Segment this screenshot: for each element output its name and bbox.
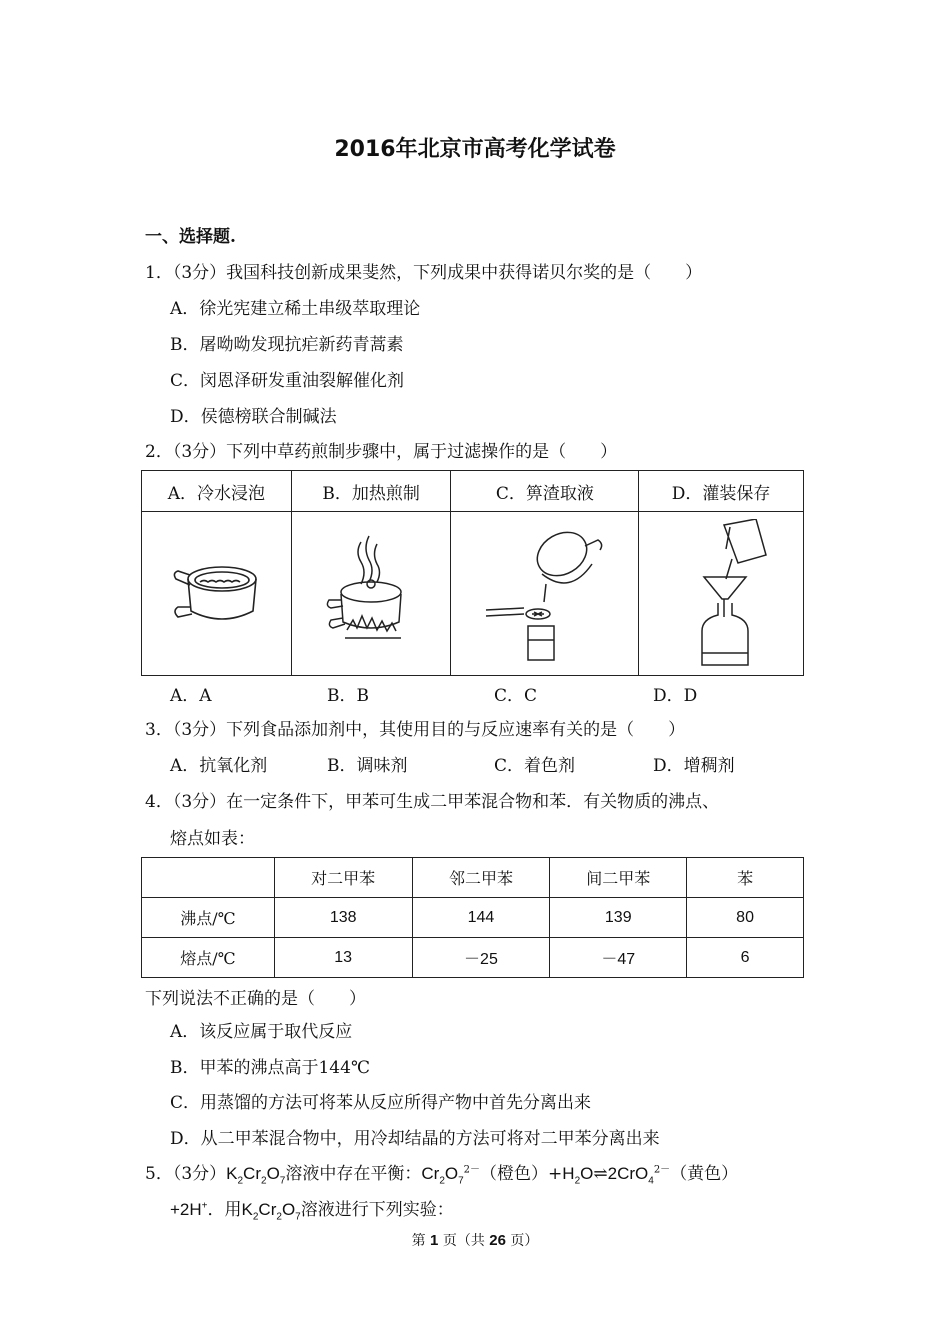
bottling-icon: [666, 519, 776, 669]
q4-row-label: 熔点/℃: [142, 938, 275, 978]
q1-stem: 1．（3分）我国科技创新成果斐然，下列成果中获得诺贝尔奖的是（ ）: [145, 263, 703, 283]
q3-option-b: B．调味剂: [327, 756, 408, 776]
q4-table: [141, 857, 804, 978]
q1-option-c: C．闵恩泽研发重油裂解催化剂: [170, 371, 405, 391]
page-total: 26: [489, 1232, 506, 1249]
q4-option-b: B．甲苯的沸点高于144℃: [170, 1058, 370, 1078]
q1-option-a: A．徐光宪建立稀土串级萃取理论: [170, 299, 421, 319]
q4-stem-line1: 4．（3分）在一定条件下，甲苯可生成二甲苯混合物和苯．有关物质的沸点、: [145, 792, 720, 812]
q5-stem-line2: +2H+．用$K_2Cr_2O_7$溶液进行下列实验：: [170, 1200, 454, 1223]
q1-option-b: B．屠呦呦发现抗疟新药青蒿素: [170, 335, 404, 355]
q4-option-a: A．该反应属于取代反应: [170, 1022, 353, 1042]
q3-option-c: C．着色剂: [494, 756, 576, 776]
q4-cell: 139: [550, 898, 687, 938]
q2-option-d: D．D: [653, 686, 698, 706]
q2-header-a: A．冷水浸泡: [142, 471, 292, 512]
q5-stem-line1: 5．（3分）$K_2Cr_2O_7$溶液中存在平衡：$Cr_2O_7^{2-}$（橙色）$+H_2O\rightleftharpoons 2CrO_4^{2-}$（黄色）: [145, 1164, 739, 1187]
q4-cell: 80: [687, 898, 804, 938]
q2-option-a: A．A: [170, 686, 212, 706]
q4-header-o-xylene: 邻二甲苯: [412, 858, 550, 898]
q4-cell: 138: [274, 898, 412, 938]
filtering-icon: [480, 524, 610, 664]
q4-header-benzene: 苯: [687, 858, 804, 898]
q2-table: [141, 470, 804, 676]
bowl-soaking-icon: [166, 549, 266, 639]
q3-stem: 3．（3分）下列食品添加剂中，其使用目的与反应速率有关的是（ ）: [145, 720, 686, 740]
q4-header-p-xylene: 对二甲苯: [274, 858, 412, 898]
q4-header-m-xylene: 间二甲苯: [550, 858, 687, 898]
page-number: 1: [430, 1232, 439, 1249]
q2-option-b: B．B: [327, 686, 369, 706]
pot-heating-icon: [321, 534, 421, 654]
q2-stem: 2．（3分）下列中草药煎制步骤中，属于过滤操作的是（ ）: [145, 442, 618, 462]
q4-row-label: 沸点/℃: [142, 898, 275, 938]
q4-stem-line2: 熔点如表：: [170, 829, 255, 849]
q4-header-blank: [142, 858, 275, 898]
q2-header-c: C．箅渣取液: [451, 471, 639, 512]
page-footer: 第 1 页（共 26 页）: [411, 1232, 539, 1249]
q1-option-d: D．侯德榜联合制碱法: [170, 407, 337, 427]
q4-cell: 13: [274, 938, 412, 978]
page-title: 2016年北京市高考化学试卷: [334, 137, 616, 162]
q4-cell: 144: [412, 898, 550, 938]
q4-option-c: C．用蒸馏的方法可将苯从反应所得产物中首先分离出来: [170, 1093, 592, 1113]
q4-option-d: D．从二甲苯混合物中，用冷却结晶的方法可将对二甲苯分离出来: [170, 1129, 660, 1149]
section-heading: 一、选择题.: [145, 227, 236, 247]
q4-cell: 6: [687, 938, 804, 978]
q3-option-d: D．增稠剂: [653, 756, 735, 776]
q2-option-c: C．C: [494, 686, 538, 706]
q3-option-a: A．抗氧化剂: [170, 756, 268, 776]
q4-ask: 下列说法不正确的是（ ）: [145, 989, 366, 1009]
q4-cell: －25: [412, 938, 550, 978]
q4-cell: －47: [550, 938, 687, 978]
q2-header-d: D．灌装保存: [639, 471, 804, 512]
q2-header-b: B．加热煎制: [291, 471, 451, 512]
